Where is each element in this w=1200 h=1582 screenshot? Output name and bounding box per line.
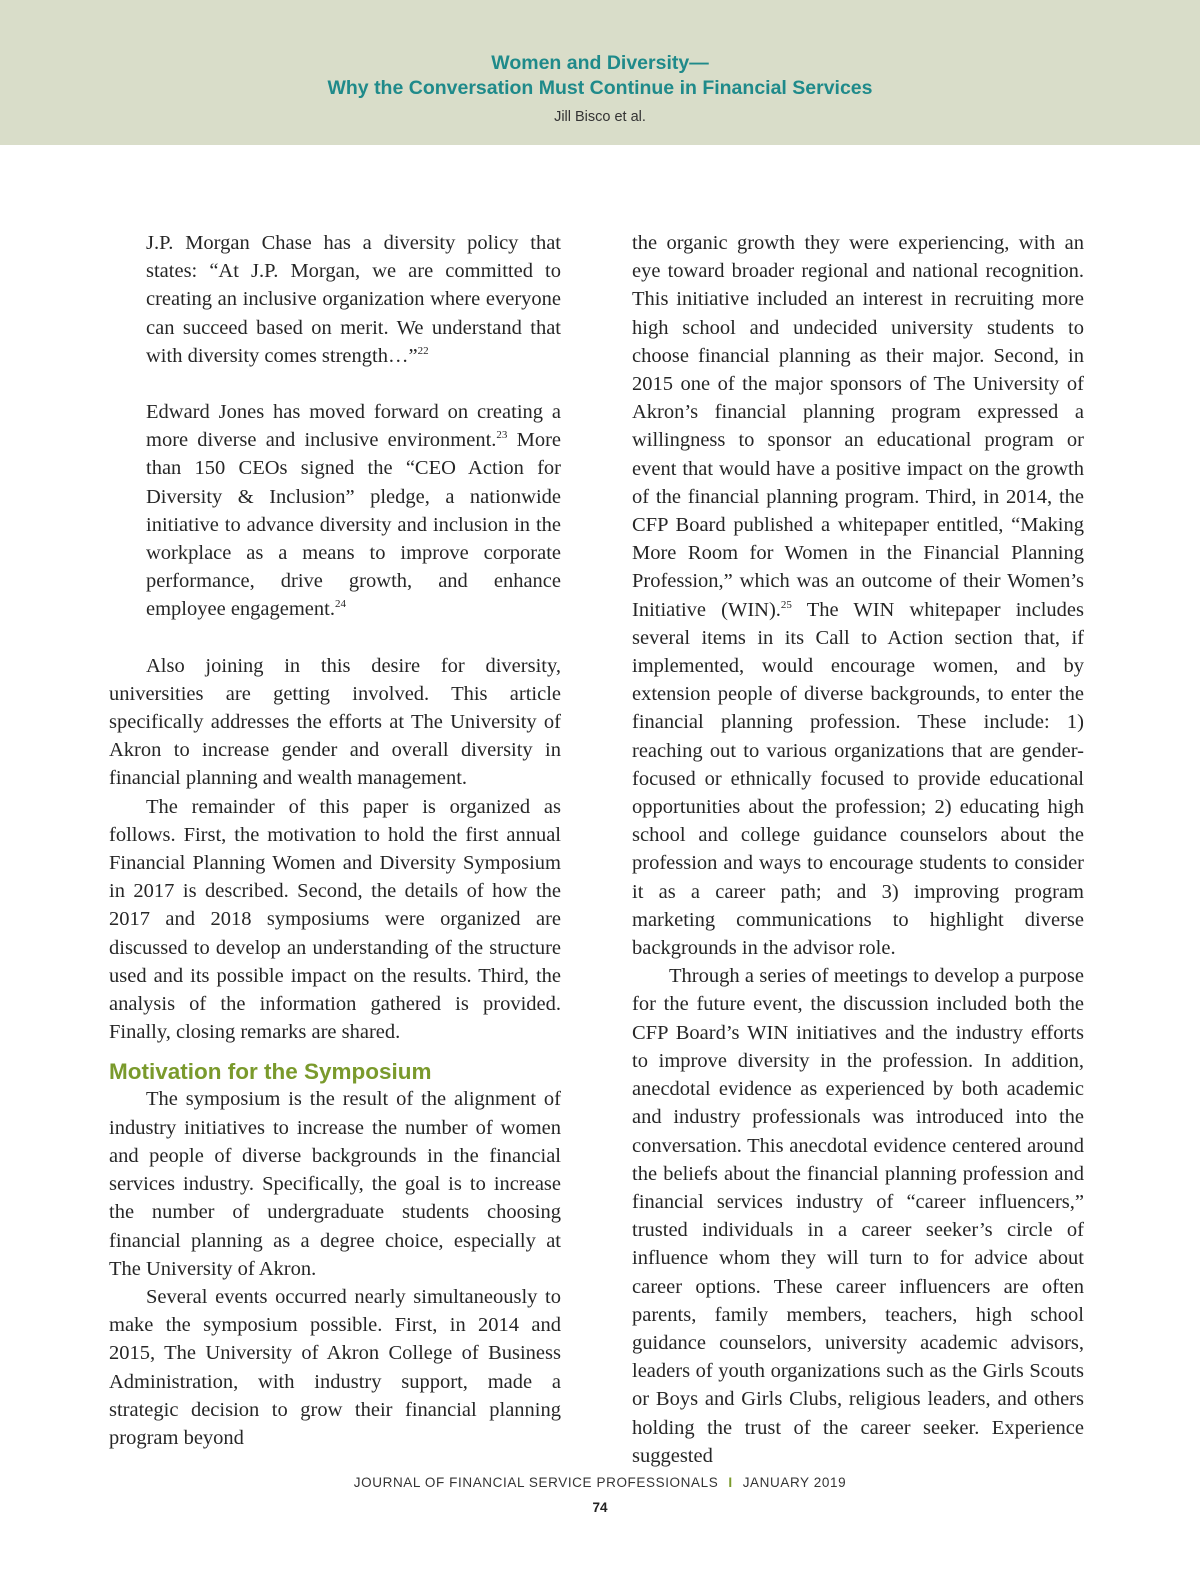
left-column (109, 229, 561, 1452)
page-number: 74 (592, 1500, 608, 1515)
journal-footer (0, 1475, 1200, 1490)
article-title-line2: Why the Conversation Must Continue in Financial Services (327, 77, 873, 99)
paragraph-text: the organic growth they were experiencing, with an eye toward broader regional and national recognition. This initiative included an interest in recruiting more high school and undecided university students to choose financial planning as their major. Second, in 2015 one of the major sponsors of The University of Akron’s financial planning program expressed a willingness to sponsor an educational program or event that would have a positive impact on the growth of the financial planning program. Third, in 2014, the CFP Board published a whitepaper entitled, “Making More Room for Women in the Financial Planning Profession,” which was an outcome of their Women’s Initiative (WIN). (632, 232, 1084, 621)
section-heading: Motivation for the Symposium (109, 1059, 432, 1085)
body-paragraph: Also joining in this desire for diversity, universities are getting involved. This article specifically addresses the efforts at The University of Akron to increase gender and overall diversity in financial planning and wealth management. (109, 654, 561, 790)
block-quote-edward-jones (109, 398, 561, 624)
paragraph-text: The WIN whitepaper includes several items in its Call to Action section that, if implemented, would encourage women, and by extension people of diverse backgrounds, to enter the financial planning profession. These include: 1) reaching out to various organizations that are gender-focused or ethnically focused to provide educational opportunities about the profession; 2) educating high school and college guidance counselors about the profession and ways to encourage students to consider it as a career path; and 3) improving program marketing communications to highlight diverse backgrounds in the advisor role. (632, 598, 1085, 960)
body-paragraph: The symposium is the result of the alignment of industry initiatives to increase the number of women and people of diverse backgrounds in the financial services industry. Specifically, the goal is to increase the number of undergraduate students choosing financial planning as a degree choice, especially at The University of Akron. (109, 1088, 561, 1280)
footnote-ref: 25 (780, 598, 792, 611)
body-paragraph (632, 229, 1084, 962)
footnote-ref: 22 (417, 344, 429, 357)
footer-separator: I (728, 1475, 733, 1490)
footnote-ref: 24 (334, 598, 346, 611)
journal-name: JOURNAL OF FINANCIAL SERVICE PROFESSIONALS (353, 1475, 719, 1490)
article-title (0, 51, 1200, 101)
body-paragraph: Several events occurred nearly simultaneously to make the symposium possible. First, in 2014 and 2015, The University of Akron College of Business Administration, with industry support, made a strategic decision to grow their financial planning program beyond (109, 1285, 561, 1449)
issue-date: JANUARY 2019 (742, 1475, 847, 1490)
right-column (632, 229, 1084, 1470)
body-paragraph: Through a series of meetings to develop a purpose for the future event, the discussion included both the CFP Board’s WIN initiatives and the industry efforts to improve diversity in the profession. In addition, anecdotal evidence as experienced by both academic and industry professionals was introduced into the conversation. This anecdotal evidence centered around the beliefs about the financial planning profession and financial services industry of “career influencers,” trusted individuals in a career seeker’s circle of influence whom they will turn to for advice about career options. These career influencers are often parents, family members, teachers, high school guidance counselors, university academic advisors, leaders of youth organizations such as the Girls Scouts or Boys and Girls Clubs, religious leaders, and others holding the trust of the career seeker. Experience suggested (632, 965, 1084, 1467)
header-banner (0, 0, 1200, 145)
article-authors: Jill Bisco et al. (554, 109, 646, 125)
footnote-ref: 23 (496, 429, 508, 442)
quote-text: More than 150 CEOs signed the “CEO Action for Diversity & Inclusion” pledge, a nationwide initiative to advance diversity and inclusion in the workplace as a means to improve corporate performance, drive growth, and enhance employee engagement. (146, 429, 561, 621)
quote-text: J.P. Morgan Chase has a diversity policy that states: “At J.P. Morgan, we are committed to creating an inclusive organization where everyone can succeed based on merit. We understand that with diversity comes strength…” (146, 232, 561, 367)
block-quote-jp-morgan (109, 229, 561, 370)
quote-text: Edward Jones has moved forward on creating a more diverse and inclusive environment. (146, 401, 561, 452)
body-paragraph: The remainder of this paper is organized as follows. First, the motivation to hold the first annual Financial Planning Women and Diversity Symposium in 2017 is described. Second, the details of how the 2017 and 2018 symposiums were organized are discussed to develop an understanding of the structure used and its possible impact on the results. Third, the analysis of the information gathered is provided. Finally, closing remarks are shared. (109, 795, 561, 1044)
article-title-line1: Women and Diversity— (491, 52, 709, 74)
